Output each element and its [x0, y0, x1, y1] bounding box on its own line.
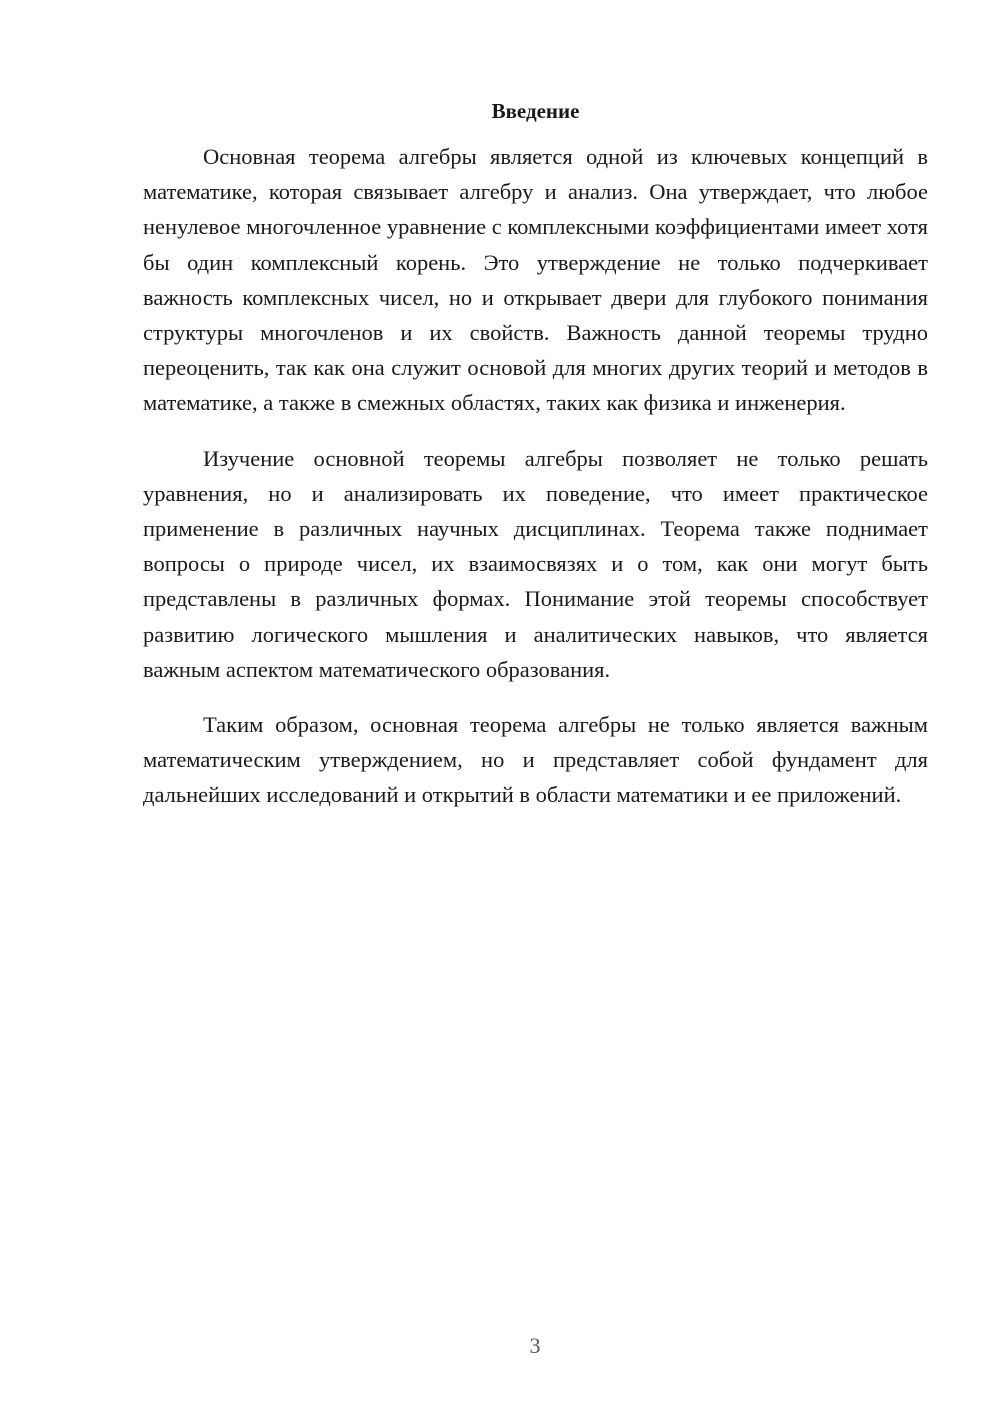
paragraph-1: Основная теорема алгебры является одной из ключевых концепций в математике, которая связывает алгебру и анализ. Она утверждает, что любое ненулевое многочленное уравнение с комплексными коэффициентами имеет хотя бы один комплексный корень. Это утверждение не только подчеркивает важность комплексных чисел, но и открывает двери для глубокого понимания структуры многочленов и их свойств. Важность данной теоремы трудно переоценить, так как она служит основой для многих других теорий и методов в математике, а также в смежных областях, таких как физика и инженерия.: [143, 144, 928, 416]
page-number: 3: [529, 1333, 541, 1358]
paragraph-3: Таким образом, основная теорема алгебры не только является важным математическим утверждением, но и представляет собой фундамент для дальнейших исследований и открытий в области математики и ее приложений.: [143, 712, 928, 808]
section-heading: Введение: [491, 99, 580, 123]
paragraph-2: Изучение основной теоремы алгебры позволяет не только решать уравнения, но и анализировать их поведение, что имеет практическое применение в различных научных дисциплинах. Теорема также поднимает вопросы о природе чисел, их взаимосвязях и о том, как они могут быть представлены в различных формах. Понимание этой теоремы способствует развитию логического мышления и аналитических навыков, что является важным аспектом математического образования.: [143, 445, 928, 682]
page-content: [143, 96, 928, 833]
